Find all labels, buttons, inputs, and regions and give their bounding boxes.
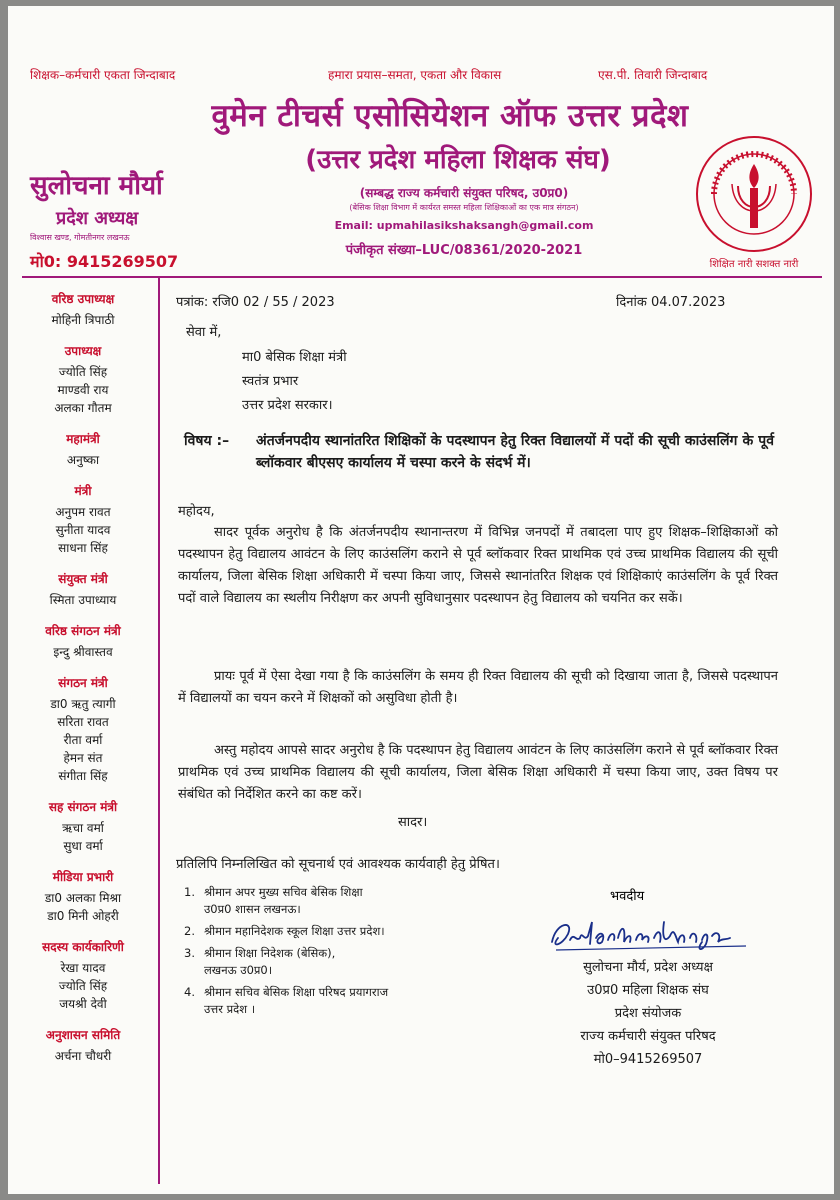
- signatory-line: राज्य कर्मचारी संयुक्त परिषद: [580, 1029, 716, 1044]
- registration-number: पंजीकृत संख्या–LUC/08361/2020-2021: [345, 243, 583, 258]
- affiliation-note: (बेसिक शिक्षा विभाग में कार्यरत समस्त महिला शिक्षिकाओं का एक मात्र संगठन): [349, 203, 579, 212]
- cc-line: श्रीमान अपर मुख्य सचिव बेसिक शिक्षा: [204, 885, 363, 899]
- sidebar-member-name: अलका गौतम: [54, 401, 112, 415]
- signatory-line: सुलोचना मौर्य, प्रदेश अध्यक्ष: [583, 960, 713, 975]
- signatory-line: मो0–9415269507: [593, 1052, 703, 1067]
- sidebar-member-name: ऋचा वर्मा: [62, 821, 104, 835]
- addressee: [242, 346, 347, 418]
- letter-page: [8, 6, 834, 1194]
- sidebar-member-name: डा0 अलका मिश्रा: [44, 891, 122, 905]
- slogan-left: शिक्षक–कर्मचारी एकता जिन्दाबाद: [30, 68, 176, 82]
- cc-number: 1.: [184, 885, 195, 899]
- seal-logo-icon: [694, 134, 814, 254]
- sidebar-member-name: माण्डवी राय: [57, 383, 109, 397]
- cc-item: [184, 923, 514, 940]
- cc-number: 3.: [184, 946, 195, 960]
- sidebar-member-name: ज्योति सिंह: [58, 979, 108, 993]
- cc-line: उत्तर प्रदेश ।: [204, 1002, 256, 1016]
- sidebar-group-title: वरिष्ठ संगठन मंत्री: [45, 624, 121, 638]
- sidebar-member-name: साधना सिंह: [58, 541, 108, 555]
- sidebar-group-title: संगठन मंत्री: [58, 676, 108, 690]
- sidebar-group: [8, 290, 158, 329]
- cc-item: [184, 984, 514, 1018]
- subject-text: अंतर्जनपदीय स्थानांतरित शिक्षिकों के पदस्थापन हेतु रिक्त विद्यालयों में पदों की सूची काउंसलिंग के पूर्व ब्लॉकवार बीएसए कार्यालय में चस्पा करने के संदर्भ में।: [256, 433, 774, 471]
- handwritten-signature: [546, 912, 766, 958]
- email: Email: upmahilasikshaksangh@gmail.com: [334, 219, 594, 232]
- president-address: विश्वास खण्ड, गोमतीनगर लखनऊ: [30, 233, 130, 242]
- organization-title: वुमेन टीचर्स एसोसियेशन ऑफ उत्तर प्रदेश: [211, 98, 689, 134]
- signatory-line: प्रदेश संयोजक: [614, 1006, 682, 1021]
- sidebar-member-name: सरिता रावत: [57, 715, 109, 729]
- sidebar-member-name: संगीता सिंह: [58, 769, 108, 783]
- sidebar-group-title: अनुशासन समिति: [45, 1028, 121, 1042]
- paragraph-3: अस्तु महोदय आपसे सादर अनुरोध है कि पदस्थापन हेतु विद्यालय आवंटन के लिए काउंसलिंग कराने से पूर्व ब्लॉकवार रिक्त प्राथमिक एवं उच्च प्राथमिक विद्यालय की सूची कार्यालय, जिला बेसिक शिक्षा अधिकारी में चस्पा किया जाए, उक्त विषय पर संबंधित को निर्देशित करने का कष्ट करें।: [178, 743, 778, 802]
- salutation: महोदय,: [178, 504, 215, 519]
- copy-note: प्रतिलिपि निम्नलिखित को सूचनार्थ एवं आवश्यक कार्यवाही हेतु प्रेषित।: [176, 857, 500, 872]
- sidebar-member-name: मोहिनी त्रिपाठी: [51, 313, 115, 327]
- addressee-line: स्वतंत्र प्रभार: [242, 374, 299, 389]
- president-mobile: मो0: 9415269507: [30, 252, 179, 271]
- sidebar-member-name: रेखा यादव: [60, 961, 106, 975]
- signatory-block: [528, 956, 768, 1071]
- sidebar-member-name: सुनीता यादव: [55, 523, 111, 537]
- sidebar-group: [8, 938, 158, 1013]
- sidebar-group-title: सदस्य कार्यकारिणी: [42, 940, 124, 954]
- sidebar-group: [8, 1026, 158, 1065]
- sidebar-group-title: सह संगठन मंत्री: [48, 800, 118, 814]
- cc-item: [184, 945, 514, 979]
- addressee-line: उत्तर प्रदेश सरकार।: [242, 398, 333, 413]
- sidebar-group: [8, 674, 158, 785]
- slogan-right: एस.पी. तिवारी जिन्दाबाद: [598, 68, 708, 82]
- president-name: सुलोचना मौर्या: [30, 171, 163, 201]
- sidebar-member-name: डा0 मिनी ओहरी: [47, 909, 119, 923]
- office-bearers-sidebar: [8, 290, 158, 1078]
- sidebar-divider: [158, 278, 160, 1184]
- reference-number: पत्रांक: रजि0 02 / 55 / 2023: [176, 295, 335, 310]
- slogan-center: हमारा प्रयास–समता, एकता और विकास: [328, 68, 502, 82]
- letter-date: दिनांक 04.07.2023: [616, 295, 726, 310]
- sidebar-group-title: महामंत्री: [66, 432, 100, 446]
- addressee-line: मा0 बेसिक शिक्षा मंत्री: [242, 350, 347, 365]
- seal-caption: शिक्षित नारी सशक्त नारी: [709, 259, 799, 270]
- sidebar-group: [8, 798, 158, 855]
- sidebar-member-name: रीता वर्मा: [63, 733, 103, 747]
- subject: [184, 430, 774, 474]
- organization-subtitle: (उत्तर प्रदेश महिला शिक्षक संघ): [305, 145, 611, 175]
- sidebar-group-title: मीडिया प्रभारी: [52, 870, 114, 884]
- cc-item: [184, 884, 514, 918]
- cc-list: [184, 884, 514, 1023]
- sidebar-member-name: हेमन संत: [63, 751, 103, 765]
- sidebar-group: [8, 430, 158, 469]
- sidebar-member-name: इन्दु श्रीवास्तव: [53, 645, 113, 659]
- cc-number: 2.: [184, 924, 195, 938]
- sidebar-group: [8, 342, 158, 417]
- paragraph-1: सादर पूर्वक अनुरोध है कि अंतर्जनपदीय स्थानान्तरण में विभिन्न जनपदों में तबादला पाए हुए शिक्षक–शिक्षिकाओं को पदस्थापन हेतु विद्यालय आवंटन के लिए काउंसलिंग कराने से पूर्व ब्लॉकवार रिक्त प्राथमिक एवं उच्च प्राथमिक विद्यालय की सूची कार्यालय, जिला बेसिक शिक्षा अधिकारी में चस्पा किया जाए, जिससे स्थानांतरित शिक्षक एवं शिक्षिकाएं काउंसलिंग के पूर्व रिक्त पदों वाले विद्यालय का स्थलीय निरीक्षण कर अपनी सुविधानुसार पदस्थापन हेतु विद्यालय को चयनित कर सकें।: [178, 525, 778, 606]
- president-title: प्रदेश अध्यक्ष: [56, 208, 139, 229]
- sidebar-member-name: जयश्री देवी: [59, 997, 107, 1011]
- cc-line: उ0प्र0 शासन लखनऊ।: [204, 902, 301, 916]
- subject-label: विषय :–: [184, 433, 230, 449]
- sidebar-member-name: स्मिता उपाध्याय: [49, 593, 117, 607]
- cc-line: श्रीमान महानिदेशक स्कूल शिक्षा उत्तर प्रदेश।: [204, 924, 385, 938]
- cc-line: श्रीमान सचिव बेसिक शिक्षा परिषद प्रयागराज: [204, 985, 389, 999]
- sidebar-member-name: अर्चना चौधरी: [54, 1049, 112, 1063]
- sidebar-member-name: अनुष्का: [66, 453, 100, 467]
- signatory-line: उ0प्र0 महिला शिक्षक संघ: [587, 983, 709, 998]
- closing: सादर।: [398, 815, 428, 830]
- paragraph-2: प्रायः पूर्व में ऐसा देखा गया है कि काउंसलिंग के समय ही रिक्त विद्यालय की सूची को दिखाया जाता है, जिससे पदस्थापन में विद्यालयों का चयन करने में शिक्षकों को असुविधा होती है।: [178, 669, 778, 706]
- sidebar-member-name: डा0 ऋतु त्यागी: [50, 697, 116, 711]
- cc-line: श्रीमान शिक्षा निदेशक (बेसिक),: [204, 946, 336, 960]
- yours-faithfully: भवदीय: [610, 889, 645, 904]
- affiliation: (सम्बद्ध राज्य कर्मचारी संयुक्त परिषद, उ0प्र0): [359, 186, 569, 200]
- to-label: सेवा में,: [186, 325, 222, 340]
- sidebar-group: [8, 868, 158, 925]
- cc-number: 4.: [184, 985, 195, 999]
- sidebar-group-title: वरिष्ठ उपाध्यक्ष: [51, 292, 115, 306]
- sidebar-member-name: ज्योति सिंह: [58, 365, 108, 379]
- header-divider: [22, 276, 822, 278]
- sidebar-group-title: संयुक्त मंत्री: [58, 572, 108, 586]
- sidebar-group: [8, 622, 158, 661]
- sidebar-group: [8, 570, 158, 609]
- sidebar-member-name: अनुपम रावत: [55, 505, 111, 519]
- sidebar-group-title: उपाध्यक्ष: [64, 344, 102, 358]
- sidebar-group: [8, 482, 158, 557]
- cc-line: लखनऊ उ0प्र0।: [204, 963, 273, 977]
- sidebar-member-name: सुधा वर्मा: [63, 839, 103, 853]
- sidebar-group-title: मंत्री: [74, 484, 92, 498]
